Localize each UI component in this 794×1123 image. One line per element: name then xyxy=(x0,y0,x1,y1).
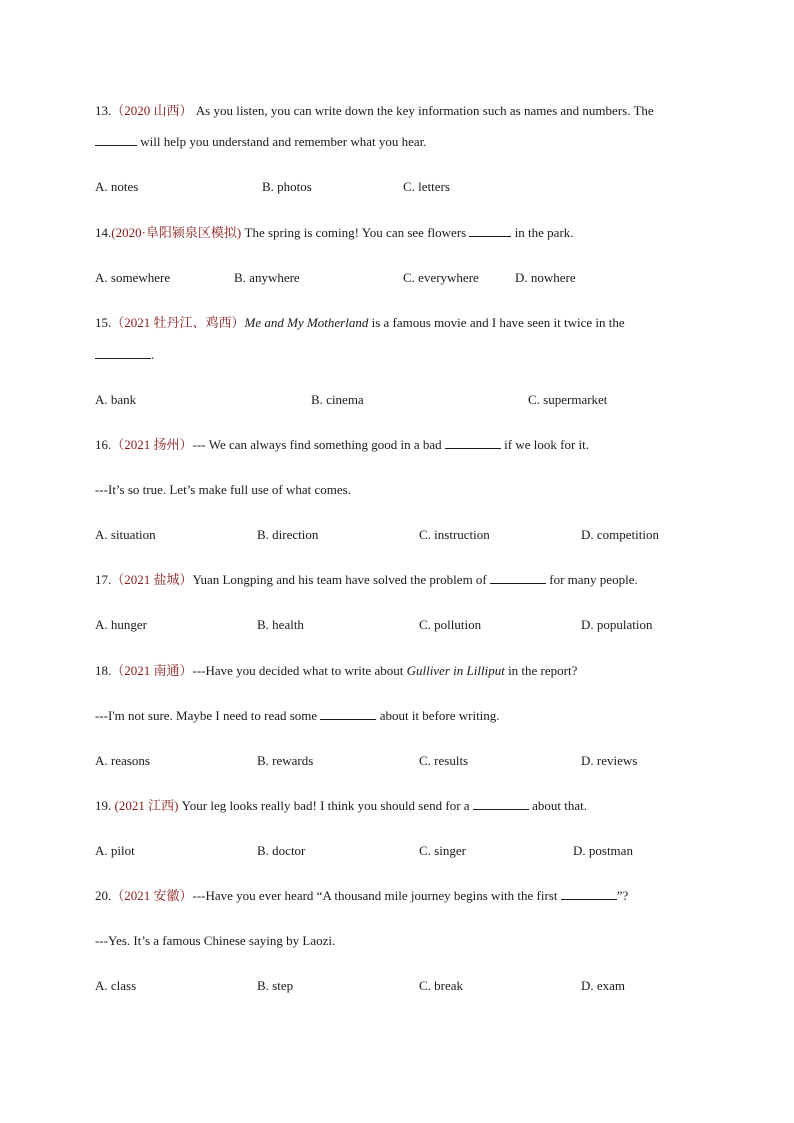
question-20-line-1 xyxy=(95,888,628,904)
answer-blank xyxy=(490,572,546,584)
question-19-line-1 xyxy=(95,798,587,814)
question-text: ---Have you decided what to write about xyxy=(192,663,407,678)
question-text: in the park. xyxy=(511,225,574,240)
answer-blank xyxy=(445,437,501,449)
question-number: 16. xyxy=(95,437,112,452)
option-d: D. exam xyxy=(581,978,626,993)
question-number: 20. xyxy=(95,888,112,903)
option-b: B. anywhere xyxy=(234,270,300,285)
question-source: （2021 扬州） xyxy=(111,437,193,452)
question-text: is a famous movie and I have seen it twice in the xyxy=(368,315,625,330)
question-17-line-1 xyxy=(95,572,638,588)
question-text: for many people. xyxy=(546,572,638,587)
option-a: A. bank xyxy=(95,392,137,407)
question-text: about it before writing. xyxy=(376,708,500,723)
question-number: 14. xyxy=(95,225,112,240)
question-13-line-1 xyxy=(95,103,654,119)
question-source: （2021 牡丹江、鸡西） xyxy=(111,315,245,330)
answer-blank xyxy=(473,798,529,810)
question-text: ---Have you ever heard “A thousand mile journey begins with the first xyxy=(192,888,561,903)
option-a: A. hunger xyxy=(95,617,147,632)
question-number: 15. xyxy=(95,315,112,330)
option-a: A. class xyxy=(95,978,137,993)
question-20-line-2 xyxy=(95,933,335,949)
question-16-line-2 xyxy=(95,482,351,498)
book-title: Gulliver in Lilliput xyxy=(406,663,505,678)
question-text: ---I'm not sure. Maybe I need to read some xyxy=(95,708,321,723)
option-d: D. reviews xyxy=(581,753,638,768)
question-15-line-1 xyxy=(95,315,625,331)
question-text: in the report? xyxy=(504,663,578,678)
option-b: B. direction xyxy=(257,527,319,542)
answer-blank xyxy=(320,708,376,720)
option-b: B. health xyxy=(257,617,304,632)
question-source: （2020 山西） xyxy=(111,103,193,118)
question-text: The spring is coming! You can see flowers xyxy=(241,225,470,240)
question-source: (2021 江西) xyxy=(111,798,179,813)
option-d: D. nowhere xyxy=(515,270,576,285)
answer-blank xyxy=(561,888,617,900)
question-source: （2021 盐城） xyxy=(111,572,193,587)
option-c: C. pollution xyxy=(419,617,482,632)
option-d: D. postman xyxy=(573,843,633,858)
question-text: ---It’s so true. Let’s make full use of what comes. xyxy=(95,482,351,497)
option-c: C. instruction xyxy=(419,527,490,542)
question-number: 13. xyxy=(95,103,112,118)
question-text: ”? xyxy=(616,888,629,903)
question-text: --- We can always find something good in a bad xyxy=(192,437,445,452)
option-b: B. photos xyxy=(262,179,312,194)
question-18-line-2 xyxy=(95,708,500,724)
question-number: 17. xyxy=(95,572,112,587)
option-c: C. singer xyxy=(419,843,466,858)
question-text: ---Yes. It’s a famous Chinese saying by Laozi. xyxy=(95,933,336,948)
question-text: Your leg looks really bad! I think you should send for a xyxy=(178,798,473,813)
option-b: B. doctor xyxy=(257,843,306,858)
option-a: A. situation xyxy=(95,527,156,542)
option-a: A. reasons xyxy=(95,753,150,768)
option-a: A. pilot xyxy=(95,843,135,858)
question-18-line-1 xyxy=(95,663,577,679)
question-text: As you listen, you can write down the key information such as names and numbers. The xyxy=(192,103,654,118)
question-source: (2020·阜阳颍泉区模拟) xyxy=(111,225,242,240)
question-source: （2021 安徽） xyxy=(111,888,193,903)
option-d: D. population xyxy=(581,617,653,632)
question-number: 19. xyxy=(95,798,112,813)
question-number: 18. xyxy=(95,663,112,678)
option-a: A. notes xyxy=(95,179,139,194)
question-text: if we look for it. xyxy=(500,437,589,452)
option-d: D. competition xyxy=(581,527,659,542)
question-14-line-1 xyxy=(95,225,574,241)
question-15-line-2 xyxy=(95,347,154,363)
option-c: C. everywhere xyxy=(403,270,479,285)
option-b: B. step xyxy=(257,978,294,993)
answer-blank xyxy=(95,347,151,359)
answer-blank xyxy=(95,134,137,146)
option-c: C. letters xyxy=(403,179,450,194)
question-16-line-1 xyxy=(95,437,589,453)
question-13-line-2 xyxy=(95,134,427,150)
answer-blank xyxy=(469,225,511,237)
question-source: （2021 南通） xyxy=(111,663,193,678)
question-text: will help you understand and remember what you hear. xyxy=(137,134,427,149)
option-c: C. results xyxy=(419,753,469,768)
question-text: Yuan Longping and his team have solved the problem of xyxy=(192,572,491,587)
option-a: A. somewhere xyxy=(95,270,171,285)
option-c: C. supermarket xyxy=(528,392,608,407)
question-text: about that. xyxy=(528,798,587,813)
question-text: . xyxy=(151,347,155,362)
option-c: C. break xyxy=(419,978,464,993)
movie-title: Me and My Motherland xyxy=(244,315,369,330)
option-b: B. rewards xyxy=(257,753,314,768)
option-b: B. cinema xyxy=(311,392,364,407)
